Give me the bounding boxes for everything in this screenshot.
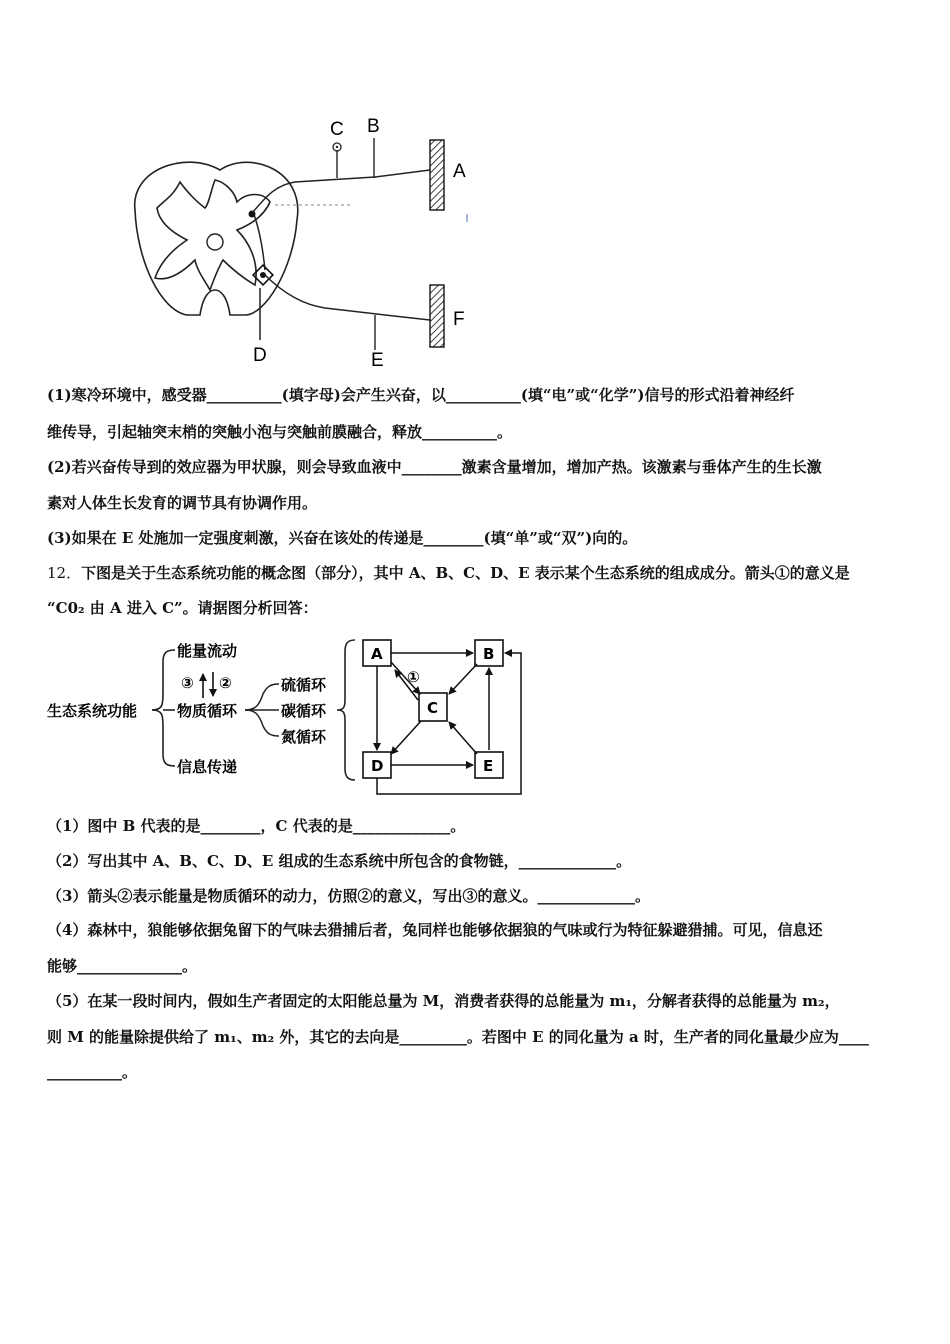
label-c: C xyxy=(330,119,344,140)
arrow3-label: ③ xyxy=(181,674,194,692)
receptor-a xyxy=(430,140,444,210)
sulfur-cycle-label: 硫循环 xyxy=(281,676,327,694)
q12-s5-line1: （5）在某一段时间内，假如生产者固定的太阳能总量为 M，消费者获得的总能量为 m₁，分解者获得的总能量为 m₂， xyxy=(47,992,840,1010)
central-canal xyxy=(207,234,223,250)
q12-stem-line2: “C0₂ 由 A 进入 C”。请据图分析回答： xyxy=(47,599,318,617)
q11-p2-line2: 素对人体生长发育的调节具有协调作用。 xyxy=(47,494,318,512)
label-a: A xyxy=(453,161,466,182)
energy-flow-label: 能量流动 xyxy=(177,642,238,660)
arrow2-label: ② xyxy=(219,674,232,692)
ecosystem-concept-map xyxy=(45,632,535,802)
reflex-arc-figure xyxy=(125,110,485,375)
q12-s5-line3: __________。 xyxy=(47,1063,138,1081)
label-e: E xyxy=(371,350,384,371)
box-a-label: A xyxy=(371,645,383,663)
q12-s5-line2: 则 M 的能量除提供给了 m₁、m₂ 外，其它的去向是_________。若图中 E 的同化量为 a 时，生产者的同化量最少应为____ xyxy=(47,1028,869,1046)
label-d: D xyxy=(253,345,267,366)
box-d-label: D xyxy=(371,757,384,775)
label-b: B xyxy=(367,116,380,137)
nitrogen-cycle-label: 氮循环 xyxy=(281,728,327,746)
q12-stem-text: 下图是关于生态系统功能的概念图（部分），其中 A、B、C、D、E 表示某个生态系统的组成成分。箭头①的意义是 xyxy=(81,564,850,582)
box-b-label: B xyxy=(483,645,495,663)
box-e-label: E xyxy=(483,757,494,775)
label-f: F xyxy=(453,309,465,330)
spinal-cord-outline xyxy=(135,162,298,315)
q11-p3-line1: (3)如果在 E 处施加一定强度刺激，兴奋在该处的传递是________(填“单”或“双”)向的。 xyxy=(47,529,638,547)
q12-s3: （3）箭头②表示能量是物质循环的动力，仿照②的意义，写出③的意义。_____________。 xyxy=(47,887,650,905)
effector-f xyxy=(430,285,444,347)
q12-s1: （1）图中 B 代表的是________，C 代表的是_____________。 xyxy=(47,817,466,835)
q11-p1-line2: 维传导，引起轴突末梢的突触小泡与突触前膜融合，释放__________。 xyxy=(47,423,513,441)
q12-stem-line1 xyxy=(47,563,850,583)
box-c-label: C xyxy=(427,699,439,717)
info-transfer-label: 信息传递 xyxy=(177,758,238,776)
q12-s2: （2）写出其中 A、B、C、D、E 组成的生态系统中所包含的食物链，_____________。 xyxy=(47,852,632,870)
q12-s4-line1: （4）森林中，狼能够依据兔留下的气味去猎捕后者，兔同样也能够依据狼的气味或行为特征躲避猎捕。可见，信息还 xyxy=(47,921,823,939)
root-label: 生态系统功能 xyxy=(47,702,138,720)
q12-s4-line2: 能够______________。 xyxy=(47,957,198,975)
q12-number: 12． xyxy=(47,564,82,582)
carbon-cycle-label: 碳循环 xyxy=(281,702,327,720)
arrow1-label: ① xyxy=(407,668,420,686)
q11-p1-line1: (1)寒冷环境中，感受器__________(填字母)会产生兴奋，以__________(填“电”或“化学”)信号的形式沿着神经纤 xyxy=(47,386,795,404)
q11-p2-line1: (2)若兴奋传导到的效应器为甲状腺，则会导致血液中________激素含量增加，增加产热。该激素与垂体产生的生长激 xyxy=(47,458,822,476)
material-cycle-label: 物质循环 xyxy=(177,702,238,720)
